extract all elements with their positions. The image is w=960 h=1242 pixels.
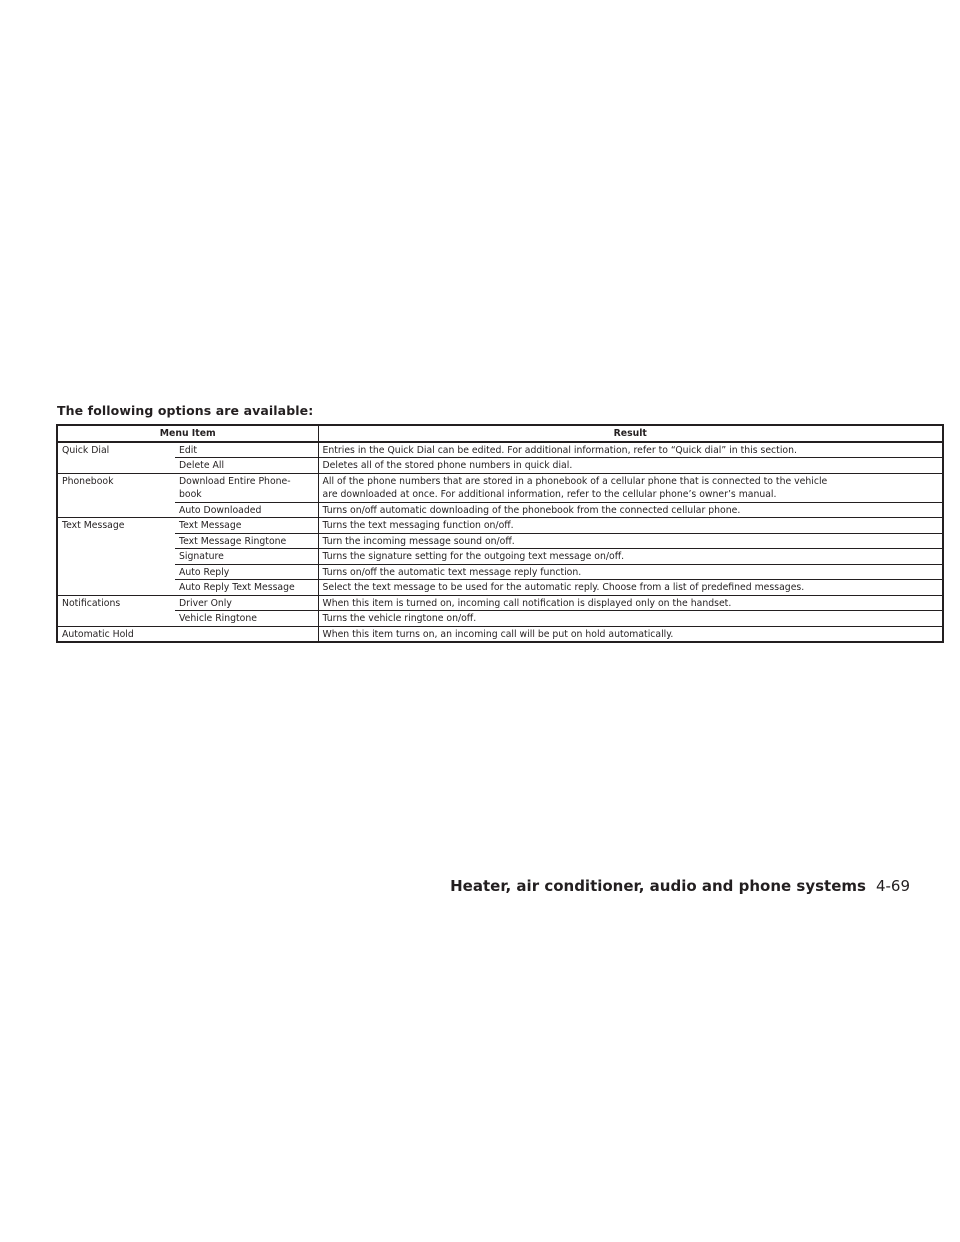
footer-page-number: 4-69 xyxy=(875,877,910,895)
menu-item-signature: Signature xyxy=(175,549,318,565)
menu-item-text-message-ringtone: Text Message Ringtone xyxy=(175,533,318,549)
table-row xyxy=(57,533,943,549)
page-footer xyxy=(450,877,910,895)
group-text-message: Text Message xyxy=(57,518,175,596)
result-auto-downloaded: Turns on/off automatic downloading of the phonebook from the connected cellular phone. xyxy=(318,502,943,518)
menu-item-download-entire-phonebook xyxy=(175,473,318,502)
menu-item-auto-reply: Auto Reply xyxy=(175,564,318,580)
menu-item-edit: Edit xyxy=(175,442,318,458)
options-table xyxy=(56,424,944,643)
group-quick-dial: Quick Dial xyxy=(57,442,175,474)
header-menu-item: Menu Item xyxy=(57,425,318,442)
result-signature: Turns the signature setting for the outgoing text message on/off. xyxy=(318,549,943,565)
result-driver-only: When this item is turned on, incoming call notification is displayed only on the handset. xyxy=(318,595,943,611)
table-header-row xyxy=(57,425,943,442)
header-result: Result xyxy=(318,425,943,442)
result-download-entire-phonebook xyxy=(318,473,943,502)
table-row xyxy=(57,564,943,580)
result-text-message: Turns the text messaging function on/off. xyxy=(318,518,943,534)
group-automatic-hold: Automatic Hold xyxy=(57,626,318,642)
result-automatic-hold: When this item turns on, an incoming call will be put on hold automatically. xyxy=(318,626,943,642)
result-download-line1: All of the phone numbers that are stored in a phonebook of a cellular phone that is connected to the vehicle xyxy=(322,475,828,487)
result-edit: Entries in the Quick Dial can be edited. For additional information, refer to “Quick dial” in this section. xyxy=(318,442,943,458)
menu-item-delete-all: Delete All xyxy=(175,458,318,474)
group-phonebook: Phonebook xyxy=(57,473,175,518)
table-row xyxy=(57,580,943,596)
menu-item-vehicle-ringtone: Vehicle Ringtone xyxy=(175,611,318,627)
result-download-line2: are downloaded at once. For additional information, refer to the cellular phone’s owner’s manual. xyxy=(322,489,777,500)
table-row xyxy=(57,502,943,518)
result-delete-all: Deletes all of the stored phone numbers in quick dial. xyxy=(318,458,943,474)
table-row xyxy=(57,626,943,642)
table-row xyxy=(57,442,943,458)
menu-item-auto-reply-text-message: Auto Reply Text Message xyxy=(175,580,318,596)
menu-item-driver-only: Driver Only xyxy=(175,595,318,611)
table-row xyxy=(57,458,943,474)
section-heading: The following options are available: xyxy=(57,403,314,418)
menu-item-text-message: Text Message xyxy=(175,518,318,534)
footer-section-title: Heater, air conditioner, audio and phone systems xyxy=(450,877,866,895)
result-text-message-ringtone: Turn the incoming message sound on/off. xyxy=(318,533,943,549)
menu-item-auto-downloaded: Auto Downloaded xyxy=(175,502,318,518)
menu-item-download-line2: book xyxy=(179,489,202,500)
table-row xyxy=(57,595,943,611)
table-row xyxy=(57,473,943,502)
result-auto-reply: Turns on/off the automatic text message reply function. xyxy=(318,564,943,580)
menu-item-download-line1: Download Entire Phone- xyxy=(179,475,291,487)
result-auto-reply-text-message: Select the text message to be used for the automatic reply. Choose from a list of predefined messages. xyxy=(318,580,943,596)
table-row xyxy=(57,549,943,565)
result-vehicle-ringtone: Turns the vehicle ringtone on/off. xyxy=(318,611,943,627)
table-row xyxy=(57,611,943,627)
table-row xyxy=(57,518,943,534)
group-notifications: Notifications xyxy=(57,595,175,626)
